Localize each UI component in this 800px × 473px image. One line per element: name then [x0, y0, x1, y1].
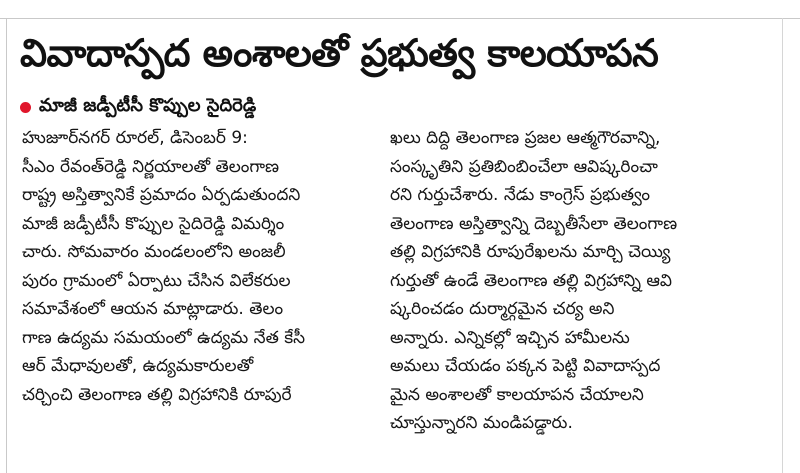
body-line: పురం గ్రామంలో ఏర్పాటు చేసిన విలేకరుల: [22, 270, 291, 291]
body-line: ఆర్ మేధావులతో, ఉద్యమకారులతో: [22, 356, 254, 376]
body-line: తెలంగాణ అస్తిత్వాన్ని దెబ్బతీసేలా తెలంగాణ: [390, 213, 678, 234]
body-line: రని గుర్తుచేశారు. నేడు కాంగ్రెస్ ప్రభుత్వం: [390, 185, 650, 205]
body-line: సంస్కృతిని ప్రతిబింబించేలా ఆవిష్కరించా: [390, 156, 658, 177]
body-line: హుజూర్‌నగర్ రూరల్, డిసెంబర్ 9:: [22, 128, 248, 148]
body-line: ఖలు దిద్ది తెలంగాణ ప్రజల ఆత్మగౌరవాన్ని,: [390, 128, 661, 148]
article-headline: వివాదాస్పద అంశాలతో ప్రభుత్వ కాలయాపన: [20, 31, 659, 75]
body-line: మాజీ జడ్పీటీసీ కొప్పుల సైదిరెడ్డి విమర్శిం: [22, 213, 285, 234]
red-bullet-icon: [20, 102, 31, 113]
body-line: రాష్ట్ర అస్తిత్వానికే ప్రమాదం ఏర్పడుతుందని: [22, 185, 301, 205]
body-line: సీఎం రేవంత్‌రెడ్డి నిర్ణయాలతో తెలంగాణ: [22, 156, 280, 177]
body-line: చూస్తున్నారని మండిపడ్డారు.: [390, 413, 573, 433]
body-line: గాణ ఉద్యమ సమయంలో ఉద్యమ నేత కేసీ: [22, 327, 306, 348]
byline-text: మాజీ జడ్పీటీసీ కొప్పుల సైదిరెడ్డి: [39, 94, 257, 116]
left-column: [22, 124, 378, 409]
body-line: సమావేశంలో ఆయన మాట్లాడారు. తెలం: [22, 299, 284, 319]
body-line: అన్నారు. ఎన్నికల్లో ఇచ్చిన హామీలను: [390, 327, 630, 348]
body-line: అమలు చేయడం పక్కన పెట్టి వివాదాస్పద: [390, 356, 661, 376]
right-column: [390, 124, 738, 438]
body-line: మైన అంశాలతో కాలయాపన చేయాలని: [390, 384, 644, 405]
body-line: ష్కరించడం దుర్మార్గమైన చర్య అని: [390, 299, 615, 319]
body-line: గుర్తుతో ఉండే తెలంగాణ తల్లి విగ్రహాన్ని ఆవి: [390, 270, 673, 291]
body-line: తల్లి విగ్రహానికి రూపురేఖలను మార్చి చెయ్యి: [390, 242, 671, 262]
byline: [20, 94, 256, 120]
top-divider: [0, 18, 800, 19]
right-divider: [782, 18, 783, 473]
left-divider: [6, 18, 7, 473]
body-line: చర్చించి తెలంగాణ తల్లి విగ్రహానికి రూపురే: [22, 384, 292, 405]
body-line: చారు. సోమవారం మండలంలోని అంజలీ: [22, 242, 286, 262]
